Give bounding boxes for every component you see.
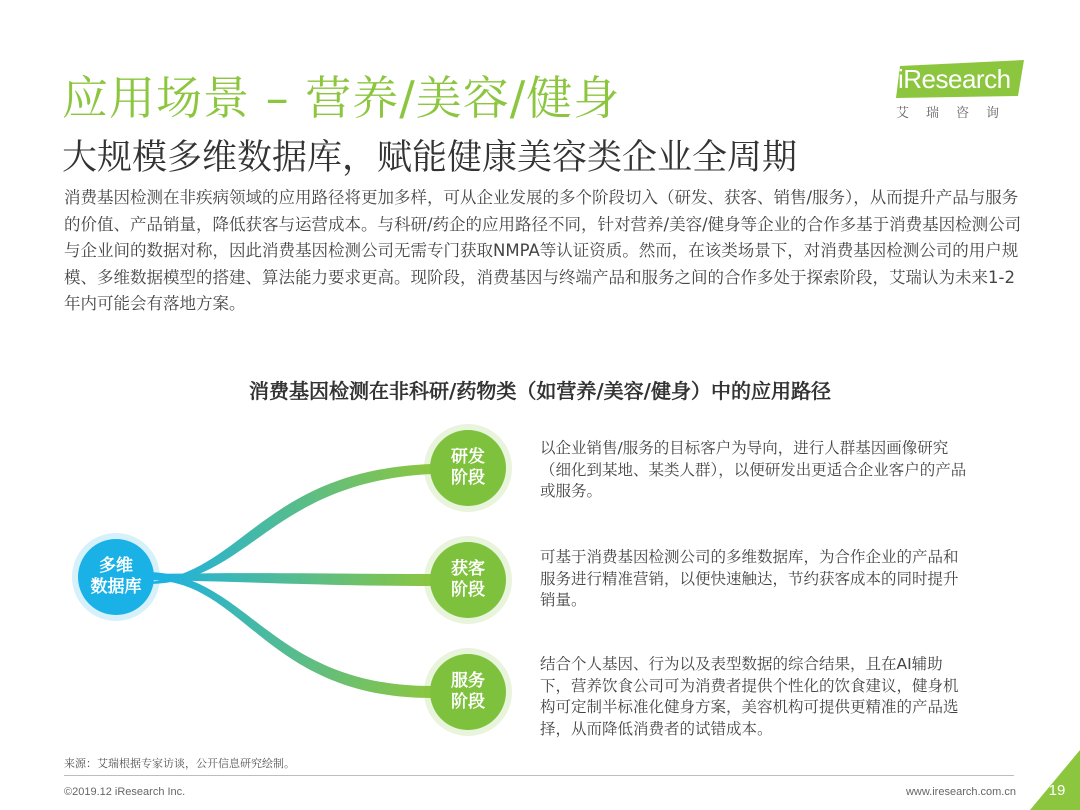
stage-node-acquisition [430,542,506,618]
stage-description-service: 结合个人基因、行为以及表型数据的综合结果，且在AI辅助下，营养饮食公司可为消费者提供个性化的饮食建议，健身机构可定制半标准化健身方案，美容机构可提供更精准的产品选择，从而降低消费者的试错成本。 [540,655,959,738]
hub-label-line1: 多维 [99,556,133,576]
stage-description-research: 以企业销售/服务的目标客户为导向，进行人群基因画像研究（细化到某地、某类人群），以便研发出更适合企业客户的产品或服务。 [540,439,967,500]
footer-divider [64,775,1014,776]
page-subtitle: 大规模多维数据库，赋能健康美容类企业全周期 [62,138,798,178]
website-url: www.iresearch.com.cn [905,786,1016,798]
page-title: 应用场景 – 营养/美容/健身 [62,71,621,125]
logo-brand-text: iResearch [898,64,1011,94]
connector-service [150,572,432,698]
page-number: 19 [1048,782,1066,799]
hub-database-node [78,539,154,615]
source-note: 来源：艾瑞根据专家访谈，公开信息研究绘制。 [64,757,295,770]
stage-description-acquisition: 可基于消费基因检测公司的多维数据库，为合作企业的产品和服务进行精准营销，以便快速触达，节约获客成本的同时提升销量。 [540,548,959,609]
stage-label-line2: 阶段 [451,580,485,600]
stage-node-research [430,430,506,506]
stage-label-line1: 研发 [451,447,485,467]
logo-cn-text: 艾瑞咨询 [896,106,1017,121]
stage-label-line1: 获客 [451,559,485,579]
stage-label-line2: 阶段 [451,468,485,488]
intro-paragraph: 消费基因检测在非疾病领域的应用路径将更加多样，可从企业发展的多个阶段切入（研发、获客、销售/服务），从而提升产品与服务的价值、产品销量，降低获客与运营成本。与科研/药企的应用路径不同，针对营养/美容/健身等企业的合作多基于消费基因检测公司与企业间的数据对称，因此消费基因检测公司无需专门获取NMPA等认证资质。然而，在该类场景下，对消费基因检测公司的用户规模、多维数据模型的搭建、算法能力要求更高。现阶段，消费基因与终端产品和服务之间的合作多处于探索阶段，艾瑞认为未来1-2年内可能会有落地方案。 [64,188,1022,313]
stage-label-line1: 服务 [451,671,485,691]
diagram-title: 消费基因检测在非科研/药物类（如营养/美容/健身）中的应用路径 [249,379,831,403]
hub-label-line2: 数据库 [90,577,142,597]
copyright-text: ©2019.12 iResearch Inc. [64,786,186,798]
stage-node-service [430,654,506,730]
stage-label-line2: 阶段 [451,692,485,712]
connector-research [150,464,432,584]
page-corner-triangle [1030,750,1080,810]
